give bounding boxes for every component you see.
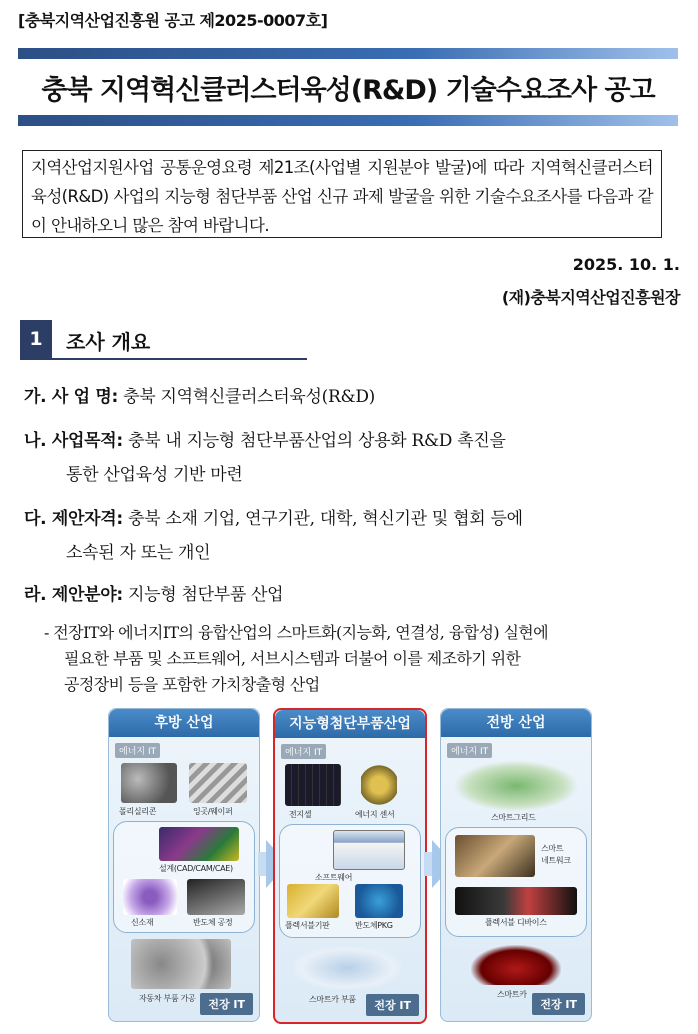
item-text: 지능형 첨단부품 산업 [122,585,284,605]
caption: 반도체PKG [355,921,393,930]
caption: 플렉서블기판 [285,921,330,930]
caption: 잉곳/웨이퍼 [193,807,233,816]
polysilicon-image [121,763,177,803]
item-text: 충북 소재 기업, 연구기관, 대학, 혁신기관 및 협회 등에 [122,509,523,529]
panel-tag-bottom: 전장 IT [366,994,419,1016]
section-underline [20,358,307,360]
panel-tag-top: 에너지 IT [281,744,326,759]
notice-date: 2025. 10. 1. [572,255,680,274]
software-image [333,830,405,870]
flexible-device-image [455,887,577,915]
caption: 에너지 센서 [355,810,395,819]
panel-title: 지능형첨단부품산업 [275,710,425,738]
item-eligibility [24,502,684,570]
panel-tag-top: 에너지 IT [115,743,160,758]
caption: 스마트카 [497,990,527,999]
caption: 폴리실리콘 [119,807,157,816]
field-description [44,620,684,698]
semiconductor-process-image [187,879,245,915]
panel-upstream [108,708,260,1022]
caption: 스마트카 부품 [309,995,356,1004]
section-title: 조사 개요 [66,330,151,354]
caption: 전지셀 [289,810,312,819]
auto-parts-image [131,939,231,989]
caption: 스마트그리드 [491,813,536,822]
item-label: 다. 제안자격: [24,509,123,529]
page-title: 충북 지역혁신클러스터육성(R&D) 기술수요조사 공고 [41,75,655,106]
item-continuation: 통한 산업육성 기반 마련 [66,465,243,485]
cad-image [159,827,239,861]
title-bar-bottom [18,115,678,126]
field-description-line3: 공정장비 등을 포함한 가치창출형 산업 [64,675,320,694]
caption: 스마트 [541,844,564,853]
intro-text: 지역산업지원사업 공통운영요령 제21조(사업별 지원분야 발굴)에 따라 지역혁신클러스터육성(R&D) 사업의 지능형 첨단부품 산업 신규 과제 발굴을 위한 기술수요조사를 다음과 같이 안내하오니 많은 참여 바랍니다. [31,158,653,235]
caption: 네트워크 [541,856,571,865]
caption: 신소재 [131,918,154,927]
caption: 소프트웨어 [315,873,353,882]
section-number: 1 [20,320,52,358]
panel-downstream [440,708,592,1022]
item-field [24,578,684,612]
panel-title: 후방 산업 [109,709,259,737]
field-description-line2: 필요한 부품 및 소프트웨어, 서브시스템과 더불어 이를 제조하기 위한 [64,649,521,668]
panel-title: 전방 산업 [441,709,591,737]
item-purpose [24,424,684,492]
panel-tag-bottom: 전장 IT [200,993,253,1015]
ingot-wafer-image [189,763,247,803]
item-label: 라. 제안분야: [24,585,123,605]
semiconductor-pkg-image [355,884,403,918]
item-text: 충북 내 지능형 첨단부품산업의 상용화 R&D 촉진을 [122,431,506,451]
item-label: 가. 사 업 명: [24,387,118,407]
item-continuation: 소속된 자 또는 개인 [66,543,211,563]
smart-car-parts-image [293,946,401,990]
panel-core-industry [273,708,427,1024]
smart-car-image [471,945,561,985]
new-material-image [123,879,177,915]
caption: 반도체 공정 [193,918,233,927]
caption: 설계(CAD/CAM/CAE) [159,864,233,873]
flexible-board-image [287,884,339,918]
item-label: 나. 사업목적: [24,431,123,451]
caption: 플렉서블 디바이스 [485,918,547,927]
smart-grid-image [455,761,577,811]
notice-number: [충북지역산업진흥원 공고 제2025-0007호] [18,11,328,30]
intro-box [22,150,662,238]
panel-tag-top: 에너지 IT [447,743,492,758]
organization: (재)충북지역산업진흥원장 [501,288,680,307]
field-description-line1: - 전장IT와 에너지IT의 융합산업의 스마트화(지능화, 연결성, 융합성) 실현에 [44,623,549,642]
title-bar-top [18,48,678,59]
caption: 자동차 부품 가공 [139,994,196,1003]
item-project-name [24,380,684,414]
battery-cell-image [285,764,341,806]
panel-tag-bottom: 전장 IT [532,993,585,1015]
energy-sensor-image [361,764,397,806]
smart-network-image [455,835,535,877]
item-text: 충북 지역혁신클러스터육성(R&D) [118,387,375,407]
